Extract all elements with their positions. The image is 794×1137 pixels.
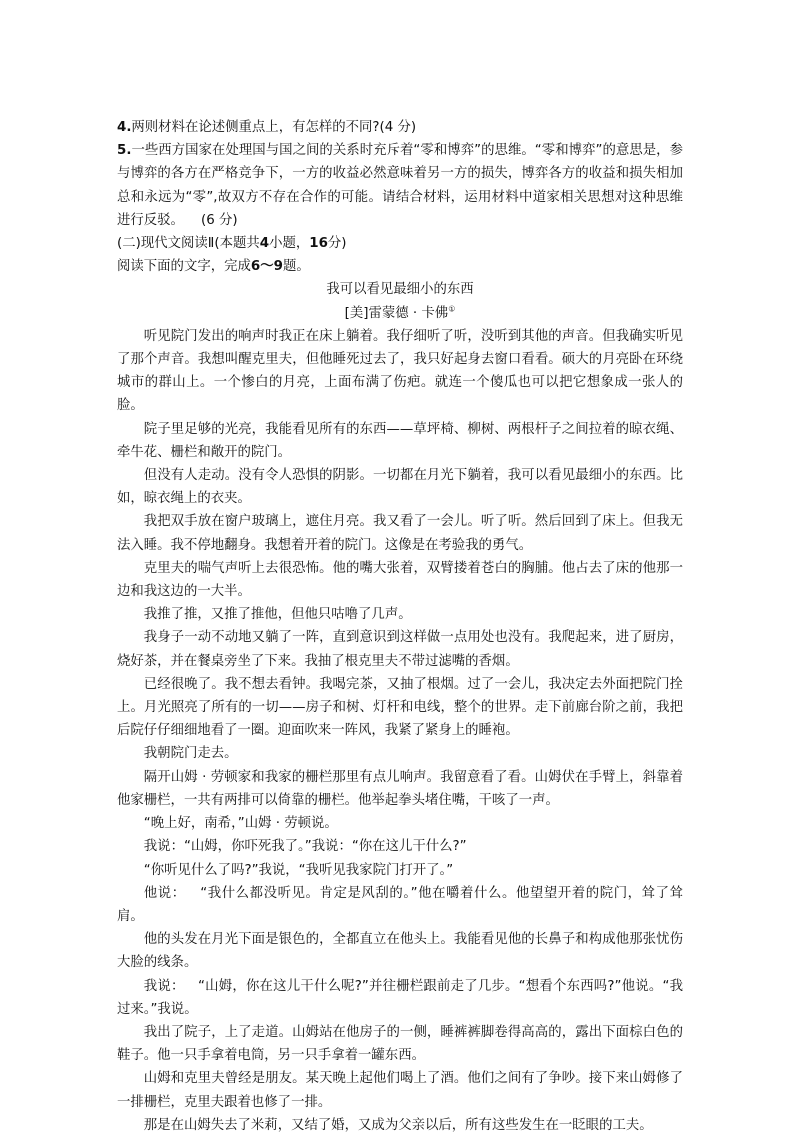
paragraph: 他的头发在月光下面是银色的，全都直立在他头上。我能看见他的长鼻子和构成他那张忧伤大脸的线条。	[117, 932, 683, 971]
dialogue-line: 我说：“山姆，你吓死我了。”我说：“你在这儿干什么?”	[143, 839, 467, 855]
article-title: 我可以看见最细小的东西	[326, 282, 474, 298]
question-4-text: 两则材料在论述侧重点上，有怎样的不同?(4 分)	[131, 120, 417, 135]
dialogue-line: 他说： “我什么都没听见。肯定是风刮的。”他在嚼着什么。他望望开着的院门，耸了耸肩。	[117, 885, 683, 924]
dialogue-line: “晚上好，南希，”山姆 · 劳顿说。	[143, 816, 338, 832]
paragraph: 但没有人走动。没有令人恐惧的阴影。一切都在月光下躺着，我可以看见最细小的东西。比如，晾衣绳上的衣夹。	[117, 468, 683, 507]
question-4	[117, 116, 683, 139]
section-heading-mid: 小题，	[269, 236, 310, 252]
question-5-score: (6 分)	[200, 212, 238, 228]
section-heading-post: 分)	[327, 236, 347, 252]
section-heading-count: 4	[259, 236, 270, 252]
question-4-number: 4.	[117, 120, 132, 135]
paragraph: 我出了院子，上了走道。山姆站在他房子的一侧，睡裤裤脚卷得高高的，露出下面棕白色的鞋子。他一只手拿着电筒，另一只手拿着一罐东西。	[117, 1024, 683, 1064]
paragraph: 我推了推，又推了推他，但他只咕噜了几声。	[143, 607, 412, 623]
question-5-number: 5.	[117, 143, 132, 159]
paragraph: 那是在山姆失去了米莉，又结了婚，又成为父亲以后，所有这些发生在一眨眼的工夫。	[143, 1117, 653, 1133]
paragraph: 我把双手放在窗户玻璃上，遮住月亮。我又看了一会儿。听了听。然后回到了床上。但我无法入睡。我不停地翻身。我想着开着的院门。这像是在考验我的勇气。	[117, 514, 683, 553]
paragraph: 听见院门发出的响声时我正在床上躺着。我仔细听了听，没听到其他的声音。但我确实听见了那个声音。我想叫醒克里夫，但他睡死过去了，我只好起身去窗口看看。硕大的月亮卧在环绕城市的群山上。一个惨白的月亮，上面布满了伤疤。就连一个傻瓜也可以把它想象成一张人的脸。	[117, 328, 683, 414]
paragraph: 院子里足够的光亮，我能看见所有的东西——草坪椅、柳树、两根杆子之间拉着的晾衣绳、牵牛花、栅栏和敞开的院门。	[117, 421, 683, 460]
paragraph: 山姆和克里夫曾经是朋友。某天晚上起他们喝上了酒。他们之间有了争吵。接下来山姆修了一排栅栏，克里夫跟着也修了一排。	[117, 1071, 683, 1110]
section-heading-score: 16	[309, 236, 328, 252]
author-name: [美]雷蒙德 · 卡佛	[344, 305, 449, 321]
instruction-range: 6～9	[250, 259, 283, 275]
instruction-pre: 阅读下面的文字，完成	[117, 259, 251, 275]
dialogue-line: “你听见什么了吗?”我说，“我听见我家院门打开了。”	[143, 862, 454, 878]
dialogue-line: 我说： “山姆，你在这儿干什么呢?”并往栅栏跟前走了几步。“想看个东西吗?”他说。“我过来。”我说。	[117, 978, 683, 1017]
paragraph: 我朝院门走去。	[143, 746, 238, 762]
document-page	[117, 116, 683, 1137]
author-footnote-mark: ①	[448, 304, 456, 314]
question-5	[117, 139, 683, 232]
section-instruction	[117, 255, 683, 278]
paragraph: 隔开山姆 · 劳顿家和我家的栅栏那里有点儿响声。我留意看了看。山姆伏在手臂上，斜靠着他家栅栏，一共有两排可以倚靠的栅栏。他举起拳头堵住嘴，干咳了一声。	[117, 769, 683, 808]
section-heading	[117, 232, 683, 255]
paragraph: 我身子一动不动地又躺了一阵，直到意识到这样做一点用处也没有。我爬起来，进了厨房，烧好茶，并在餐桌旁坐了下来。我抽了根克里夫不带过滤嘴的香烟。	[117, 630, 683, 669]
paragraph: 已经很晚了。我不想去看钟。我喝完茶，又抽了根烟。过了一会儿，我决定去外面把院门拴上。月光照亮了所有的一切——房子和树、灯杆和电线，整个的世界。走下前廊台阶之前，我把后院仔仔细细地看了一圈。迎面吹来一阵风，我紧了紧身上的睡袍。	[117, 676, 683, 739]
question-5-text: 一些西方国家在处理国与国之间的关系时充斥着“零和博弈”的思维。“零和博弈”的意思是，参与博弈的各方在严格竞争下，一方的收益必然意味着另一方的损失，博弈各方的收益和损失相加总和永远为“零”,故双方不存在合作的可能。请结合材料，运用材料中道家相关思想对这种思维进行反驳。	[117, 143, 683, 228]
instruction-post: 题。	[282, 259, 310, 275]
paragraph: 克里夫的喘气声听上去很恐怖。他的嘴大张着，双臂搂着苍白的胸脯。他占去了床的他那一边和我这边的一大半。	[117, 560, 683, 600]
article-author	[117, 302, 683, 325]
section-heading-pre: (二)现代文阅读Ⅱ(本题共	[117, 236, 260, 252]
